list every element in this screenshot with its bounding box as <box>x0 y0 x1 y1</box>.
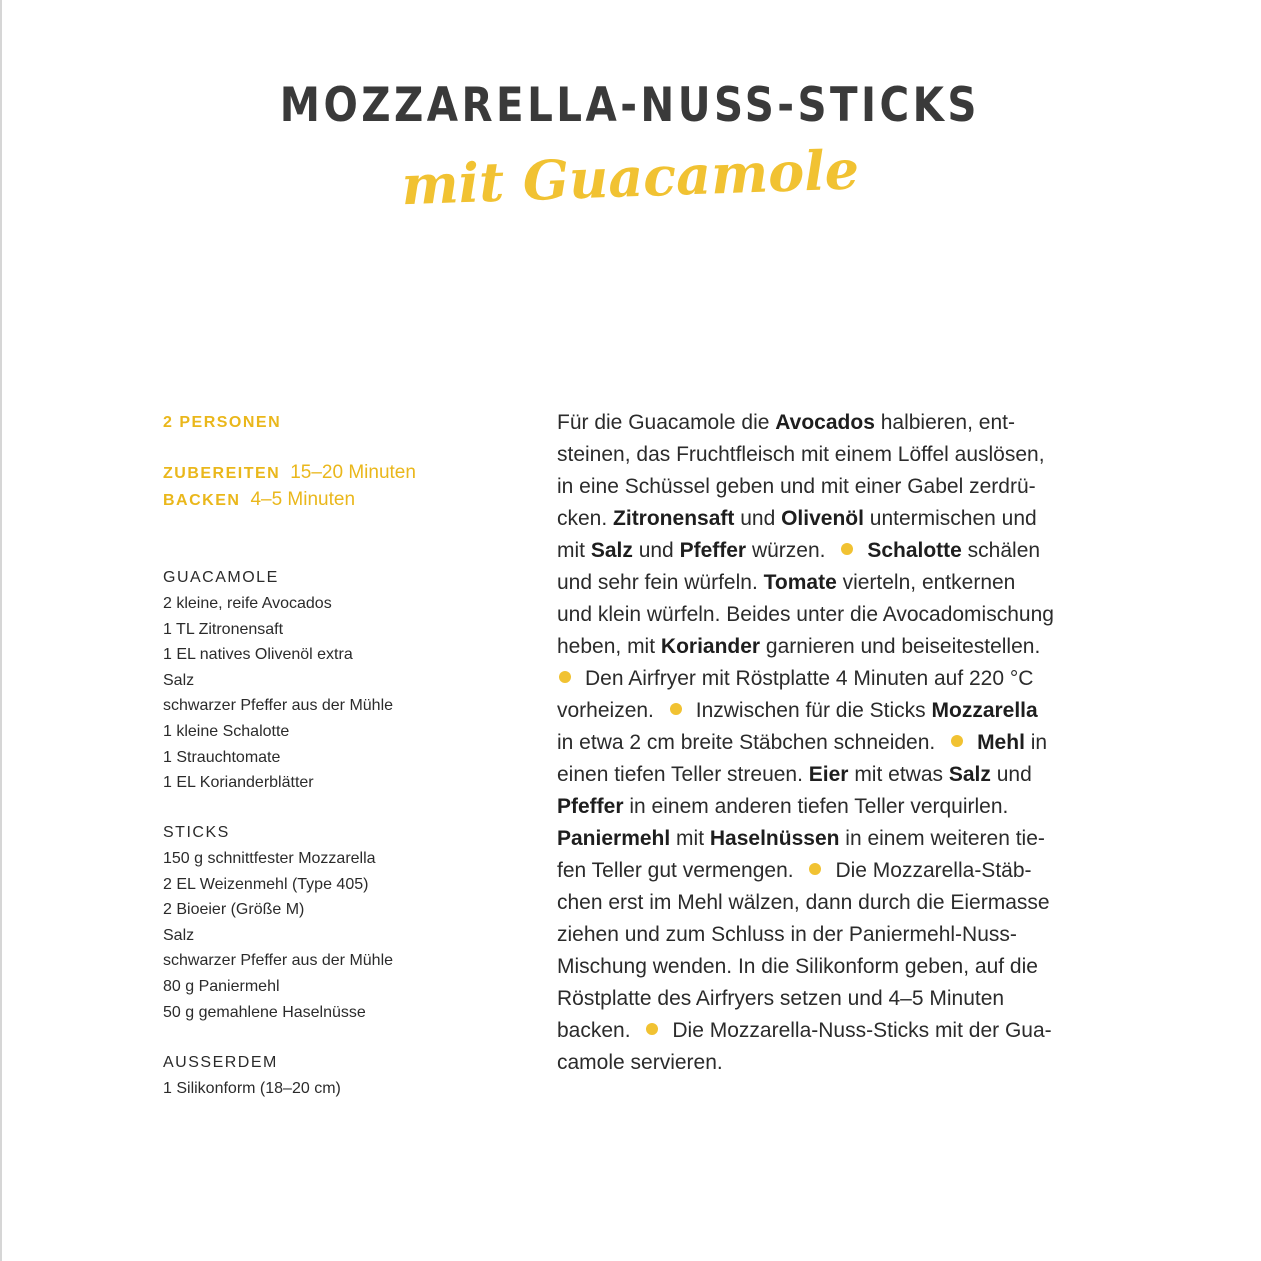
step-bullet-icon <box>841 543 853 555</box>
ingredient-highlight: Mozzarella <box>931 699 1038 722</box>
prep-time-label: ZUBEREITEN <box>163 465 281 482</box>
ingredient-item: 1 EL Korianderblätter <box>163 774 314 792</box>
instruction-text: und <box>734 507 782 530</box>
instruction-text: in <box>1024 731 1048 754</box>
instruction-line <box>557 823 1097 855</box>
instruction-text: untermischen und <box>863 507 1037 530</box>
ingredient-item: 1 kleine Schalotte <box>163 722 290 740</box>
instruction-line <box>557 535 1097 567</box>
ingredient-item: schwarzer Pfeffer aus der Mühle <box>163 952 394 970</box>
recipe-title: MOZZARELLA-NUSS-STICKS <box>279 78 980 133</box>
section-title-extra: AUSSERDEM <box>163 1054 278 1071</box>
ingredient-item: Salz <box>163 926 195 944</box>
ingredient-highlight: Pfeffer <box>679 539 747 562</box>
instruction-text: würzen. <box>746 539 832 562</box>
ingredient-highlight: Pfeffer <box>557 795 624 818</box>
instruction-text: in einem anderen tiefen Teller verquirlen. <box>623 795 1009 818</box>
instruction-line <box>557 727 1097 759</box>
instruction-line <box>557 503 1097 535</box>
instruction-text: cken. <box>557 507 614 530</box>
guacamole-section <box>163 565 393 796</box>
ingredient-item: 80 g Paniermehl <box>163 977 280 995</box>
instruction-text: und <box>990 763 1032 786</box>
instruction-text: in eine Schüssel geben und mit einer Gabel zerdrü- <box>557 475 1036 498</box>
instruction-text: garnieren und beiseitestellen. <box>760 635 1041 658</box>
instruction-line <box>557 567 1097 599</box>
step-bullet-icon <box>670 703 682 715</box>
step-bullet-icon <box>951 735 963 747</box>
ingredient-item: 1 Strauchtomate <box>163 748 281 766</box>
instruction-line <box>557 855 1097 887</box>
instruction-text: camole servieren. <box>557 1051 723 1074</box>
instruction-text: und <box>632 539 680 562</box>
ingredient-item: 1 TL Zitronensaft <box>163 620 284 638</box>
instruction-text: mit <box>670 827 710 850</box>
instruction-text: halbieren, ent- <box>874 411 1015 434</box>
bake-time-value: 4–5 Minuten <box>250 489 356 510</box>
ingredient-highlight: Tomate <box>763 571 837 594</box>
instruction-text: ziehen und zum Schluss in der Paniermehl-Nuss- <box>557 923 1017 946</box>
section-title-guacamole: GUACAMOLE <box>163 569 279 586</box>
ingredient-highlight: Paniermehl <box>557 827 671 850</box>
ingredient-highlight: Haselnüssen <box>709 827 840 850</box>
ingredient-item: schwarzer Pfeffer aus der Mühle <box>163 697 394 715</box>
instruction-text: backen. <box>557 1019 637 1042</box>
instruction-text: steinen, das Fruchtfleisch mit einem Löffel auslösen, <box>557 443 1045 466</box>
ingredient-highlight: Zitronensaft <box>613 507 735 530</box>
extra-section <box>163 1050 341 1102</box>
ingredient-highlight: Eier <box>808 763 849 786</box>
instruction-text: einen tiefen Teller streuen. <box>557 763 809 786</box>
instruction-line <box>557 599 1097 631</box>
ingredient-highlight: Koriander <box>660 635 761 658</box>
ingredient-highlight: Olivenöl <box>781 507 864 530</box>
ingredient-item: 2 kleine, reife Avocados <box>163 595 332 612</box>
bake-time <box>163 487 483 514</box>
instruction-text: Mischung wenden. In die Silikonform geben, auf die <box>557 955 1038 978</box>
servings-label: 2 PERSONEN <box>163 414 282 431</box>
instruction-text: Für die Guacamole die <box>557 411 776 434</box>
instruction-line <box>557 1015 1097 1047</box>
instruction-text: Die Mozzarella-Stäb- <box>835 859 1032 882</box>
instruction-line <box>557 791 1097 823</box>
ingredient-item: 50 g gemahlene Haselnüsse <box>163 1003 366 1021</box>
instructions-column <box>557 407 1097 1079</box>
prep-time <box>163 460 483 487</box>
instruction-line <box>557 439 1097 471</box>
instruction-text: und sehr fein würfeln. <box>557 571 764 594</box>
instruction-line <box>557 1047 1097 1079</box>
instruction-line <box>557 663 1097 695</box>
instruction-text: Röstplatte des Airfryers setzen und 4–5 Minuten <box>557 987 1005 1010</box>
sticks-section <box>163 820 393 1025</box>
instruction-text: vierteln, entkernen <box>836 571 1016 594</box>
step-bullet-icon <box>809 863 821 875</box>
instruction-text: Den Airfryer mit Röstplatte 4 Minuten auf 220 °C <box>585 667 1034 690</box>
step-bullet-icon <box>559 671 571 683</box>
instruction-line <box>557 919 1097 951</box>
instruction-text: heben, mit <box>557 635 661 658</box>
instruction-line <box>557 407 1097 439</box>
instruction-line <box>557 759 1097 791</box>
prep-time-value: 15–20 Minuten <box>290 462 416 483</box>
ingredient-highlight: Schalotte <box>867 539 962 562</box>
ingredients-column <box>163 410 483 1097</box>
time-info <box>163 460 483 514</box>
instruction-line <box>557 887 1097 919</box>
ingredient-item: 2 Bioeier (Größe M) <box>163 901 305 919</box>
instruction-text: mit etwas <box>848 763 949 786</box>
instruction-text: Die Mozzarella-Nuss-Sticks mit der Gua- <box>672 1019 1052 1042</box>
instruction-text: mit <box>557 539 591 562</box>
recipe-subtitle: mit Guacamole <box>400 137 861 218</box>
instruction-line <box>557 471 1097 503</box>
ingredient-item: 150 g schnittfester Mozzarella <box>163 850 376 867</box>
ingredient-highlight: Mehl <box>977 731 1025 754</box>
instruction-text: schälen <box>961 539 1041 562</box>
instruction-text: und klein würfeln. Beides unter die Avocadomischung <box>557 603 1054 626</box>
bake-time-label: BACKEN <box>163 492 241 509</box>
ingredient-item: 2 EL Weizenmehl (Type 405) <box>163 875 369 893</box>
ingredient-highlight: Salz <box>948 763 991 786</box>
instruction-text: Inzwischen für die Sticks <box>695 699 932 722</box>
instruction-line <box>557 631 1097 663</box>
instruction-text: in etwa 2 cm breite Stäbchen schneiden. <box>557 731 942 754</box>
instruction-line <box>557 983 1097 1015</box>
ingredient-item: Salz <box>163 671 195 689</box>
section-title-sticks: STICKS <box>163 824 230 841</box>
ingredient-item: 1 Silikonform (18–20 cm) <box>163 1080 341 1097</box>
instruction-text: fen Teller gut vermengen. <box>557 859 800 882</box>
ingredient-highlight: Salz <box>590 539 633 562</box>
step-bullet-icon <box>646 1023 658 1035</box>
ingredient-item: 1 EL natives Olivenöl extra <box>163 646 353 664</box>
instruction-text: in einem weiteren tie- <box>839 827 1045 850</box>
instruction-text: chen erst im Mehl wälzen, dann durch die Eiermasse <box>557 891 1050 914</box>
instruction-line <box>557 951 1097 983</box>
ingredient-highlight: Avocados <box>775 411 875 434</box>
instruction-text: vorheizen. <box>557 699 660 722</box>
instruction-line <box>557 695 1097 727</box>
